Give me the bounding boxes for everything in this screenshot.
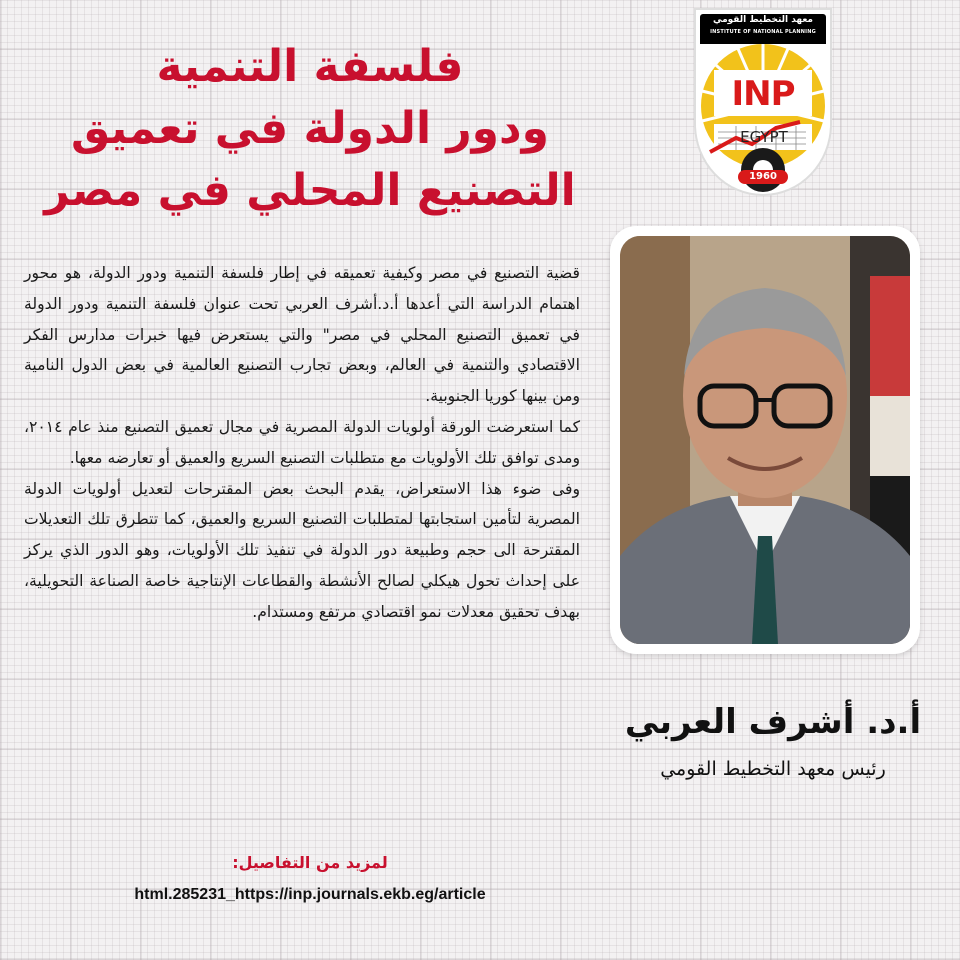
portrait-frame xyxy=(610,226,920,654)
more-details-label: لمزيد من التفاصيل: xyxy=(232,853,388,872)
article-paragraph-3: وفى ضوء هذا الاستعراض، يقدم البحث بعض المقترحات لتعديل أولويات الدولة المصرية لتأمين استجابتها لمتطلبات التصنيع السريع والعميق، كما تتطرق تلك التعديلات المقترحة الى حجم وطبيعة دور الدولة في تنفيذ تلك الأولويات، وهو الدور الذي يركز على إحداث تحول هيكلي لصالح الأنشطة والقطاعات الإنتاجية خاصة الصناعة التحويلية، بهدف تحقيق معدلات نمو اقتصادي مرتفع ومستدام. xyxy=(24,479,580,621)
person-name: أ.د. أشرف العربي xyxy=(624,702,922,742)
portrait-photo xyxy=(620,236,910,644)
article-body xyxy=(24,258,580,628)
logo-arabic-name: معهد التخطيط القومي xyxy=(712,15,814,25)
article-paragraph-2: كما استعرضت الورقة أولويات الدولة المصرية في مجال تعميق التصنيع منذ عام ٢٠١٤، ومدى توافق تلك الأولويات مع متطلبات التصنيع السريع والعميق أو تعارضه معها. xyxy=(24,417,580,467)
title-line-1: فلسفة التنمية xyxy=(156,41,464,92)
title-line-2: ودور الدولة في تعميق xyxy=(71,103,549,154)
logo-english-name: INSTITUTE OF NATIONAL PLANNING xyxy=(710,29,816,35)
poster-title xyxy=(30,36,590,222)
logo-year: 1960 xyxy=(738,170,788,184)
inp-logo xyxy=(696,10,830,194)
article-link[interactable]: html.285231_https://inp.journals.ekb.eg/article xyxy=(134,886,486,903)
title-line-3: التصنيع المحلي في مصر xyxy=(44,165,576,216)
logo-header xyxy=(700,14,826,44)
logo-country: EGYPT xyxy=(740,128,788,146)
article-paragraph-1: قضية التصنيع في مصر وكيفية تعميقه في إطار فلسفة التنمية ودور الدولة، هو محور اهتمام الدراسة التي أعدها أ.د.أشرف العربي تحت عنوان فلسفة التنمية ودور الدولة في تعميق التصنيع المحلي في مصر" والتي يستعرض فيها خبرات مدارس الفكر الاقتصادي والتنمية في العالم، وبعض تجارب التصنيع العالمية في بعض الدول النامية ومن بينها كوريا الجنوبية. xyxy=(24,264,580,406)
logo-abbreviation: INP xyxy=(731,74,795,114)
person-role: رئيس معهد التخطيط القومي xyxy=(660,758,886,780)
